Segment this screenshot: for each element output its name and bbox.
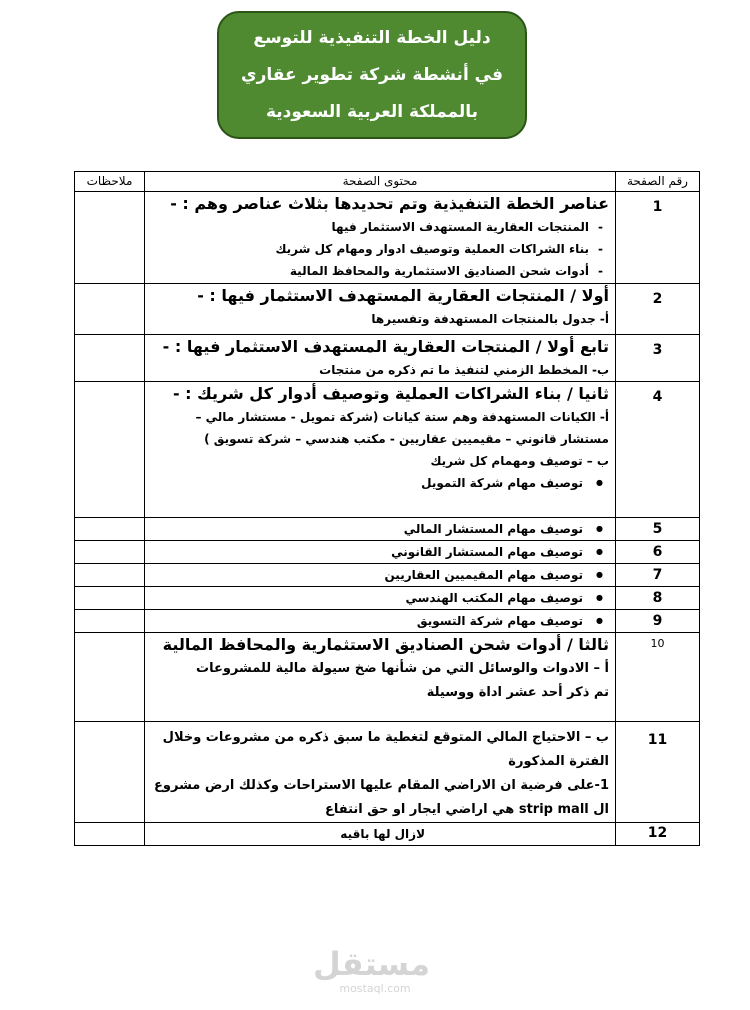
page-content	[145, 722, 616, 823]
row-heading: ثالثا / أدوات شحن الصناديق الاستثمارية والمحافظ المالية	[162, 635, 609, 654]
list-item: ب- المخطط الزمني لتنفيذ ما تم ذكره من منتجات	[319, 363, 609, 377]
page-number: 6	[616, 541, 700, 564]
row-line: أ – الادوات والوسائل التي من شأنها ضخ سيولة مالية للمشروعات	[196, 661, 609, 676]
page-content	[145, 335, 616, 382]
watermark-latin: mostaql.com	[339, 982, 411, 995]
notes-cell	[75, 192, 145, 284]
row-line: لازال لها باقيه	[340, 827, 425, 841]
table-row	[75, 564, 700, 587]
title-line-1: دليل الخطة التنفيذية للتوسع	[253, 27, 491, 48]
notes-cell	[75, 518, 145, 541]
page-number: 12	[616, 823, 700, 846]
table-row	[75, 284, 700, 335]
page-content	[145, 823, 616, 846]
page-content	[145, 518, 616, 541]
title-line-2: في أنشطة شركة تطوير عقاري	[240, 64, 504, 85]
contents-table	[74, 171, 700, 846]
page-number: 10	[616, 633, 700, 722]
notes-cell	[75, 722, 145, 823]
page-number: 1	[616, 192, 700, 284]
page-number: 7	[616, 564, 700, 587]
notes-cell	[75, 541, 145, 564]
table-row	[75, 722, 700, 823]
table-row	[75, 610, 700, 633]
table-row	[75, 192, 700, 284]
page-number: 8	[616, 587, 700, 610]
page-number: 3	[616, 335, 700, 382]
page-number: 11	[616, 722, 700, 823]
page-content	[145, 633, 616, 722]
list-item: أ- جدول بالمنتجات المستهدفة وتفسيرها	[371, 312, 609, 326]
notes-cell	[75, 823, 145, 846]
header-page-content: محتوى الصفحة	[145, 172, 616, 192]
document-title-box	[217, 11, 527, 139]
page-content	[145, 610, 616, 633]
page-content	[145, 284, 616, 335]
table-row	[75, 633, 700, 722]
page-content	[145, 587, 616, 610]
page-number: 5	[616, 518, 700, 541]
page-content	[145, 192, 616, 284]
bullet-item: ● توصيف مهام المستشار المالي	[151, 518, 609, 540]
row-line: 1-على فرضية ان الاراضي المقام عليها الاستراحات وكذلك ارض مشروع ال strip mall هي اراضي ايجار او حق انتفاع	[154, 778, 609, 817]
row-subheading: ب – توصيف ومهمام كل شريك	[430, 454, 609, 468]
bullet-item: ● توصيف مهام شركة التسويق	[151, 610, 609, 632]
notes-cell	[75, 587, 145, 610]
row-paragraph: أ- الكيانات المستهدفة وهم ستة كيانات (شركة تمويل - مستشار مالي – مستشار قانوني – مقيميين عقاريين - مكتب هندسي – شركة تسويق )	[195, 410, 609, 446]
bullet-item: ● توصيف مهام شركة التمويل	[151, 472, 609, 494]
bullet-item: ● توصيف مهام المكتب الهندسي	[151, 587, 609, 609]
page-content	[145, 541, 616, 564]
mostaql-watermark	[312, 945, 430, 995]
list-item: - أدوات شحن الصناديق الاستثمارية والمحافظ المالية	[151, 260, 609, 282]
notes-cell	[75, 633, 145, 722]
row-heading: تابع أولا / المنتجات العقارية المستهدف الاستثمار فيها : -	[162, 337, 609, 356]
notes-cell	[75, 284, 145, 335]
row-heading: ثانيا / بناء الشراكات العملية وتوصيف أدوار كل شريك : -	[172, 384, 609, 403]
notes-cell	[75, 335, 145, 382]
page-content	[145, 382, 616, 518]
bullet-item: ● توصيف مهام المستشار القانوني	[151, 541, 609, 563]
row-heading: أولا / المنتجات العقارية المستهدف الاستثمار فيها : -	[197, 286, 609, 305]
notes-cell	[75, 382, 145, 518]
table-row	[75, 335, 700, 382]
header-page-number: رقم الصفحة	[616, 172, 700, 192]
list-item: - المنتجات العقارية المستهدف الاستثمار فيها	[151, 216, 609, 238]
list-item: - بناء الشراكات العملية وتوصيف ادوار ومهام كل شريك	[151, 238, 609, 260]
table-row	[75, 382, 700, 518]
table-row	[75, 541, 700, 564]
table-row	[75, 587, 700, 610]
table-row	[75, 823, 700, 846]
notes-cell	[75, 564, 145, 587]
header-notes: ملاحظات	[75, 172, 145, 192]
page-number: 2	[616, 284, 700, 335]
row-line: ب – الاحتياج المالي المتوقع لتغطية ما سبق ذكره من مشروعات وخلال الفترة المذكورة	[162, 730, 609, 769]
page-content	[145, 564, 616, 587]
bullet-item: ● توصيف مهام المقيميين العقاريين	[151, 564, 609, 586]
row-heading: عناصر الخطة التنفيذية وتم تحديدها بثلاث عناصر وهم : -	[170, 194, 609, 213]
row-line: تم ذكر أحد عشر اداة ووسيلة	[426, 685, 609, 700]
page-number: 9	[616, 610, 700, 633]
page-number: 4	[616, 382, 700, 518]
title-line-3: بالمملكة العربية السعودية	[265, 101, 479, 122]
table-header-row	[75, 172, 700, 192]
watermark-arabic: مستقل	[312, 945, 430, 983]
notes-cell	[75, 610, 145, 633]
table-row	[75, 518, 700, 541]
